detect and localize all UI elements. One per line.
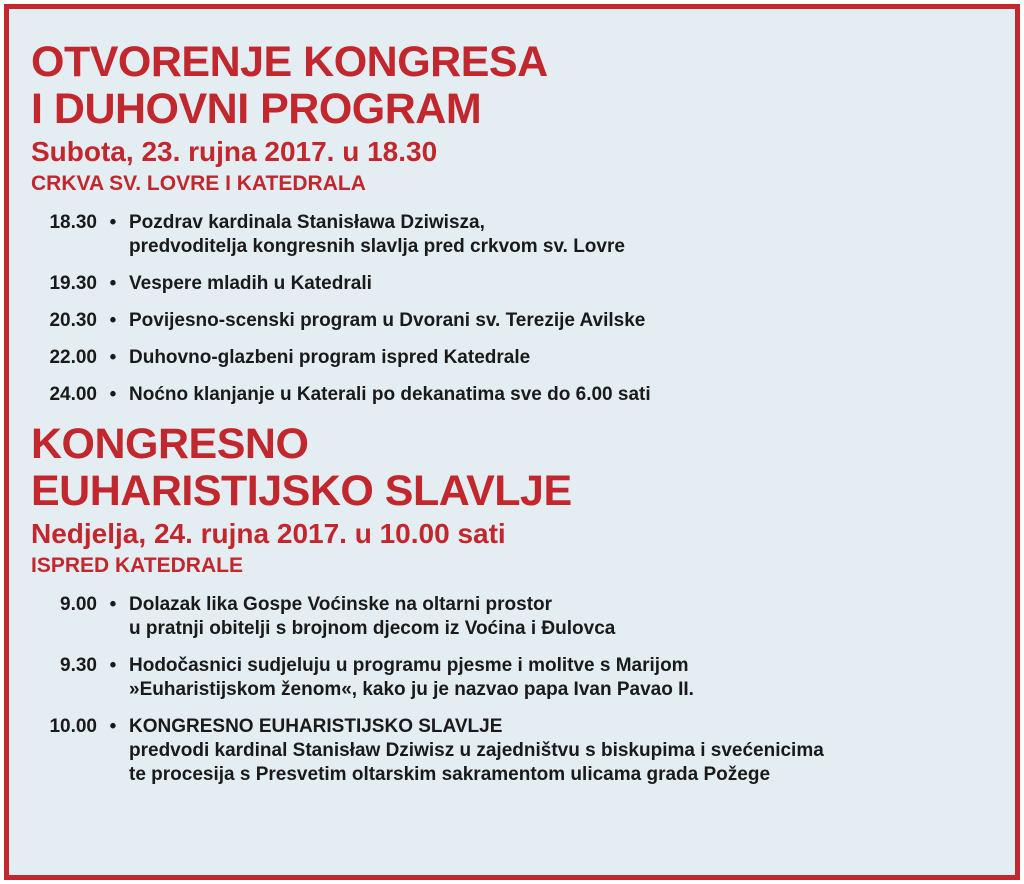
title-line: I DUHOVNI PROGRAM [31,85,482,133]
item-line: Dolazak lika Gospe Voćinske na oltarni prostor [129,594,553,615]
title-line: EUHARISTIJSKO SLAVLJE [31,467,572,515]
item-time: 18.30 [49,212,97,233]
item-time: 9.30 [60,655,97,676]
item-line: Duhovno-glazbeni program ispred Katedrale [129,347,531,368]
item-text [129,715,1011,787]
title-line: OTVORENJE KONGRESA [31,38,548,86]
schedule-item [31,309,1011,333]
item-line: Vespere mladih u Katedrali [129,273,372,294]
item-text [129,593,1011,641]
item-line: Hodočasnici sudjeluju u programu pjesme i molitve s Marijom [129,655,689,676]
section-title [31,421,1011,515]
bullet: • [109,655,117,676]
schedule-item [31,715,1011,787]
bullet: • [109,716,117,737]
schedule-item [31,593,1011,641]
bullet: • [109,310,117,331]
item-text [129,654,1011,702]
item-line: Pozdrav kardinala Stanisława Dziwisza, [129,212,485,233]
schedule-item [31,654,1011,702]
item-time: 9.00 [60,594,97,615]
item-line: predvodi kardinal Stanisław Dziwisz u zajedništvu s biskupima i svećenicima [129,740,824,761]
title-line: KONGRESNO [31,420,309,468]
item-line: Povijesno-scenski program u Dvorani sv. Terezije Avilske [129,310,646,331]
item-time: 22.00 [49,347,97,368]
item-line: predvoditelja kongresnih slavlja pred crkvom sv. Lovre [129,236,625,257]
item-time: 20.30 [49,310,97,331]
bullet: • [109,273,117,294]
section-eucharist [31,421,1011,787]
section-venue: CRKVA SV. LOVRE I KATEDRALA [31,172,366,195]
bullet: • [109,212,117,233]
item-text [129,211,1011,259]
item-text [129,272,1011,296]
section-title [31,39,1011,133]
schedule-item [31,346,1011,370]
item-text [129,309,1011,333]
section-opening [31,39,1011,407]
item-text [129,346,1011,370]
item-line: u pratnji obitelji s brojnom djecom iz Voćina i Đulovca [129,618,616,639]
item-time: 24.00 [49,384,97,405]
item-line: »Euharistijskom ženom«, kako ju je nazvao papa Ivan Pavao II. [129,679,694,700]
item-line: Noćno klanjanje u Katerali po dekanatima sve do 6.00 sati [129,384,651,405]
section-date: Nedjelja, 24. rujna 2017. u 10.00 sati [31,518,506,549]
schedule-item [31,211,1011,259]
section-date: Subota, 23. rujna 2017. u 18.30 [31,136,438,167]
schedule-list [31,211,1011,407]
schedule-item [31,383,1011,407]
bullet: • [109,384,117,405]
program-content [31,39,1011,800]
section-venue: ISPRED KATEDRALE [31,554,243,577]
program-frame [4,4,1020,880]
schedule-item [31,272,1011,296]
item-line: te procesija s Presvetim oltarskim sakramentom ulicama grada Požege [129,764,771,785]
item-line: KONGRESNO EUHARISTIJSKO SLAVLJE [129,716,503,737]
item-text [129,383,1011,407]
bullet: • [109,347,117,368]
item-time: 19.30 [49,273,97,294]
bullet: • [109,594,117,615]
item-time: 10.00 [49,716,97,737]
schedule-list [31,593,1011,787]
